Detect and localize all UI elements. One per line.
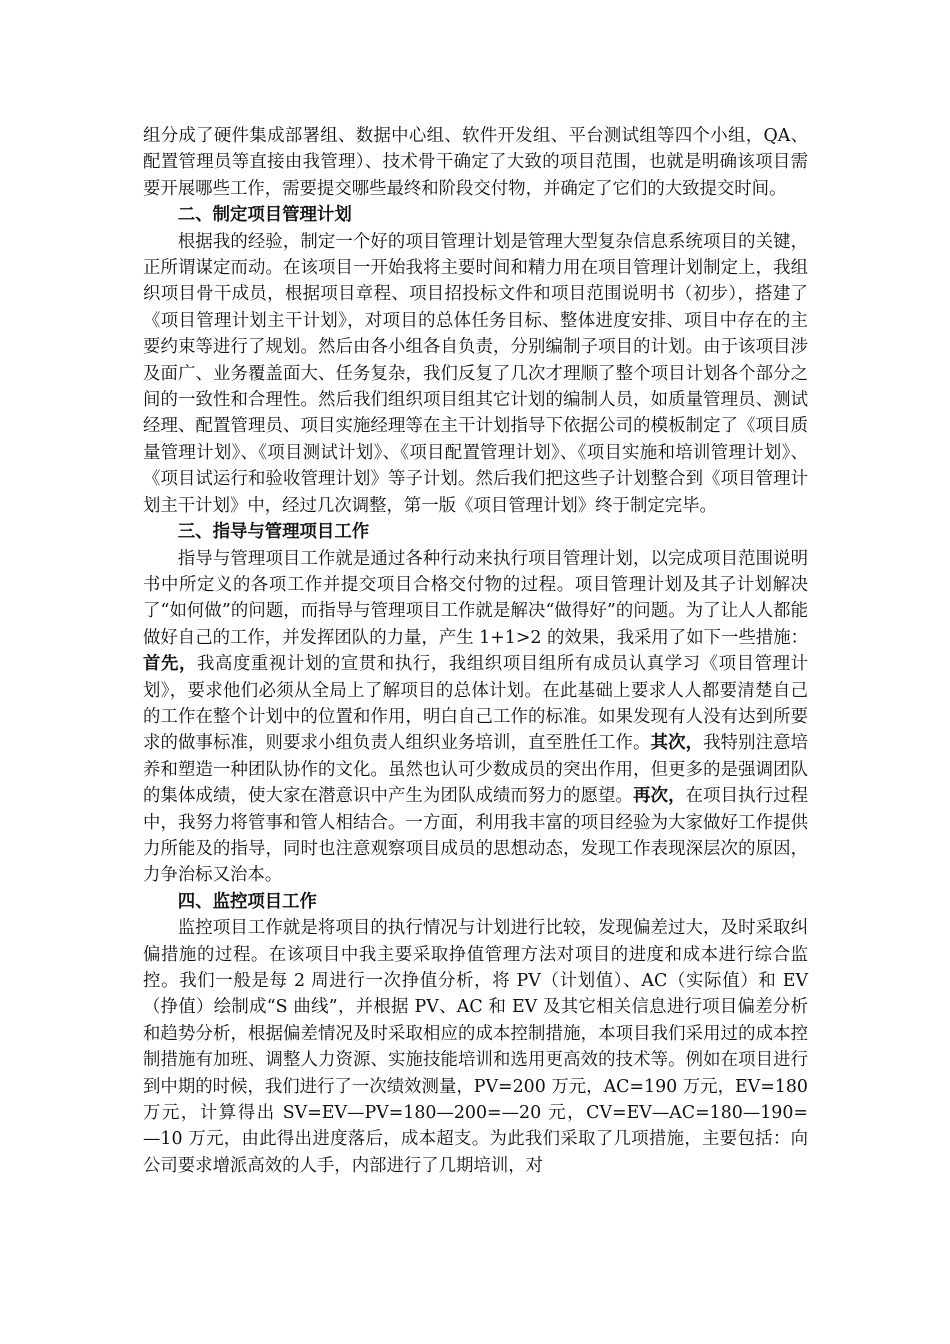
paragraph-intro: 组分成了硬件集成部署组、数据中心组、软件开发组、平台测试组等四个小组，QA、配置管理员等直接由我管理）、技术骨干确定了大致的项目范围，也就是明确该项目需要开展哪些工作，需要提交哪些最终和阶段交付物，并确定了它们的大致提交时间。 (143, 126, 808, 199)
paragraph-section-2: 根据我的经验，制定一个好的项目管理计划是管理大型复杂信息系统项目的关键，正所谓谋定而动。在该项目一开始我将主要时间和精力用在项目管理计划制定上，我组织项目骨干成员，根据项目章程、项目招投标文件和项目范围说明书（初步），搭建了《项目管理计划主干计划》，对项目的总体任务目标、整体进度安排、项目中存在的主要约束等进行了规划。然后由各小组各自负责，分别编制子项目的计划。由于该项目涉及面广、业务覆盖面大、任务复杂，我们反复了几次才理顺了整个项目计划各个部分之间的一致性和合理性。然后我们组织项目组其它计划的编制人员，如质量管理员、测试经理、配置管理员、项目实施经理等在主干计划指导下依据公司的模板制定了《项目质量管理计划》、《项目测试计划》、《项目配置管理计划》、《项目实施和培训管理计划》、《项目试运行和验收管理计划》等子计划。然后我们把这些子计划整合到《项目管理计划主干计划》中，经过几次调整，第一版《项目管理计划》终于制定完毕。 (143, 231, 808, 516)
paragraph-section-3 (143, 546, 808, 889)
emphasis-first: 首先， (143, 654, 197, 675)
paragraph-section-4: 监控项目工作就是将项目的执行情况与计划进行比较，发现偏差过大，及时采取纠偏措施的过程。在该项目中我主要采取挣值管理方法对项目的进度和成本进行综合监控。我们一般是每 2 周进行一次挣值分析，将 PV（计划值）、AC（实际值）和 EV（挣值）绘制成“S 曲线”，并根据 PV、AC 和 EV 及其它相关信息进行项目偏差分析和趋势分析，根据偏差情况及时采取相应的成本控制措施，本项目我们采用过的成本控制措施有加班、调整人力资源、实施技能培训和选用更高效的技术等。例如在项目进行到中期的时候，我们进行了一次绩效测量，PV=200 万元，AC=190 万元，EV=180 万元，计算得出 SV=EV—PV=180—200=—20 元，CV=EV—AC=180—190=—10 万元，由此得出进度落后，成本超支。为此我们采取了几项措施，主要包括：向公司要求增派高效的人手，内部进行了几期培训，对 (143, 918, 808, 1176)
document-page (143, 123, 808, 1179)
emphasis-third: 再次， (633, 786, 686, 807)
text-run: 我特别注意培养和塑造一种团队协作的文化。虽然也认可少数成员的突出作用，但更多的是强调团队的集体成绩，使大家在潜意识中产生为团队成绩而努力的愿望。 (143, 733, 808, 807)
text-run: 指导与管理项目工作就是通过各种行动来执行项目管理计划，以完成项目范围说明书中所定义的各项工作并提交项目合格交付物的过程。项目管理计划及其子计划解决了“如何做”的问题，而指导与管理项目工作就是解决“做得好”的问题。为了让人人都能做好自己的工作，并发挥团队的力量，产生 1+1>2 的效果，我采用了如下一些措施： (143, 548, 808, 648)
heading-section-2: 二、制定项目管理计划 (177, 205, 352, 226)
heading-section-3: 三、指导与管理项目工作 (177, 522, 370, 543)
heading-section-4: 四、监控项目工作 (177, 891, 317, 912)
text-run: 我高度重视计划的宣贯和执行，我组织项目组所有成员认真学习《项目管理计划》，要求他们必须从全局上了解项目的总体计划。在此基础上要求人人都要清楚自己的工作在整个计划中的位置和作用，明白自己工作的标准。如果发现有人没有达到所要求的做事标准，则要求小组负责人组织业务培训，直至胜任工作。 (143, 654, 808, 754)
text-run: 在项目执行过程中，我努力将管事和管人相结合。一方面，利用我丰富的项目经验为大家做好工作提供力所能及的指导，同时也注意观察项目成员的思想动态，发现工作表现深层次的原因，力争治标又治本。 (143, 786, 808, 886)
emphasis-second: 其次， (650, 733, 704, 754)
